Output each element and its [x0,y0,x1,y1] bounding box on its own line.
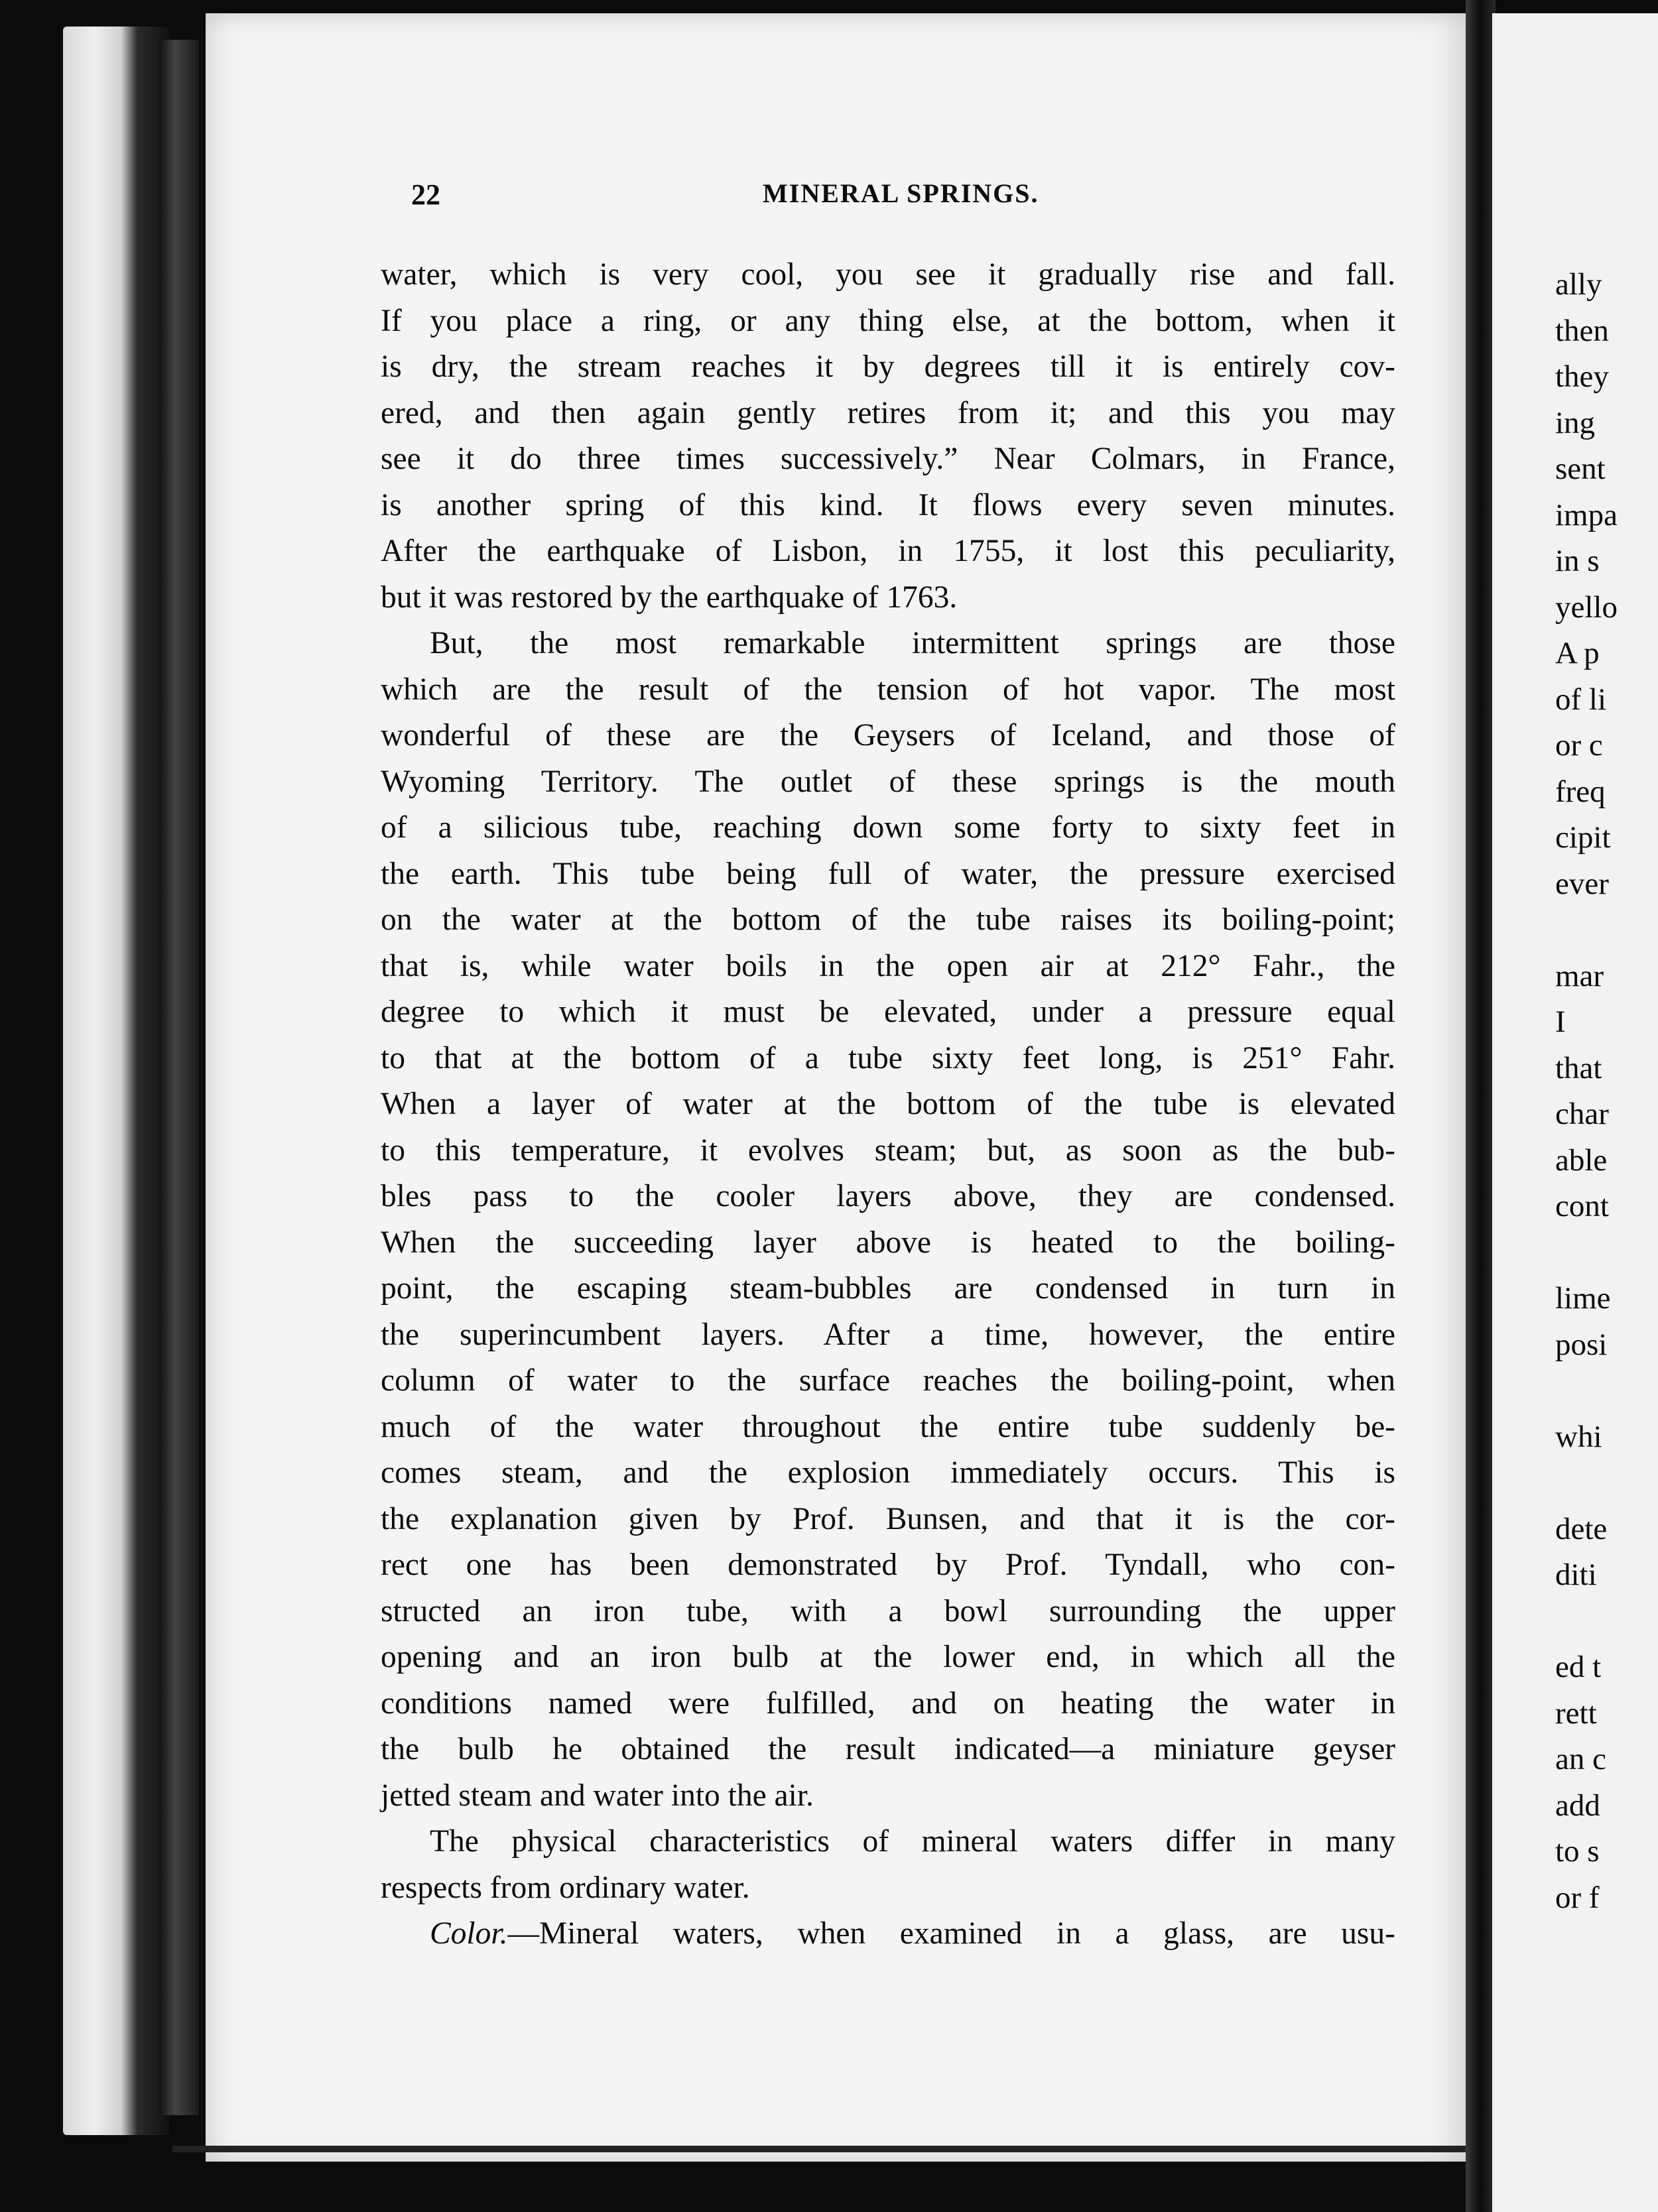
text-line: the explanation given by Prof. Bunsen, and that it is the cor- [381,1501,1395,1536]
facing-page-line [1555,1460,1658,1506]
text-line: But, the most remarkable intermittent springs are those [430,626,1395,660]
facing-page-line: yello [1555,589,1618,625]
facing-page-line: an c [1555,1742,1606,1776]
text-line: much of the water throughout the entire tube suddenly be- [381,1409,1395,1444]
facing-page-line [1555,1368,1658,1414]
facing-page-line: dete [1555,1511,1608,1546]
text-line: bles pass to the cooler layers above, they are condensed. [381,1179,1395,1213]
facing-page-line: I [1555,1005,1566,1039]
book-spine-shadow [159,40,199,2115]
text-line [381,1911,1395,1957]
text-line: water, which is very cool, you see it gradually rise and fall. [381,257,1395,292]
paragraph [381,621,1395,1819]
text-line: to that at the bottom of a tube sixty feet long, is 251° Fahr. [381,1040,1395,1075]
text-line: degree to which it must be elevated, under a pressure equal [381,995,1395,1029]
text-line: column of water to the surface reaches the boiling-point, when [381,1363,1395,1398]
facing-page-line: diti [1555,1558,1597,1592]
facing-page-line: ed t [1555,1650,1602,1684]
facing-page-line: sent [1555,452,1606,486]
text-line: on the water at the bottom of the tube raises its boiling-point; [381,902,1395,937]
facing-page-line: or f [1555,1880,1600,1915]
text-line: When a layer of water at the bottom of the tube is elevated [381,1087,1395,1121]
running-head [411,178,1393,217]
facing-page-line: they [1555,359,1609,394]
facing-page-line: impa [1555,497,1618,532]
text-line: structed an iron tube, with a bowl surrounding the upper [381,1593,1395,1628]
book-gutter [1466,0,1496,2212]
text-line: wonderful of these are the Geysers of Iceland, and those of [381,718,1395,753]
text-line: If you place a ring, or any thing else, at the bottom, when it [381,303,1395,338]
facing-page-line: rett [1555,1695,1597,1731]
text-line: see it do three times successively.” Near Colmars, in France, [381,442,1395,476]
paragraph [381,252,1395,621]
facing-page-line: freq [1555,774,1606,809]
text-line: the superincumbent layers. After a time, however, the entire [381,1317,1395,1352]
running-title: MINERAL SPRINGS. [763,178,1039,208]
page-bottom-edge [172,2146,1472,2152]
facing-page-line: in s [1555,544,1600,578]
text-line: the bulb he obtained the result indicated—a miniature geyser [381,1732,1395,1766]
facing-page-line [1555,1599,1658,1645]
facing-page-line: to s [1555,1834,1600,1869]
facing-page-line: lime [1555,1281,1611,1316]
text-line: point, the escaping steam-bubbles are condensed in turn in [381,1271,1395,1306]
body-text [381,252,1395,1957]
book-fore-edge [63,27,169,2135]
text-line: is another spring of this kind. It flows every seven minutes. [381,487,1395,522]
text-line: When the succeeding layer above is heated to the boiling- [381,1225,1395,1260]
text-line: respects from ordinary water. [381,1870,750,1905]
text-line: rect one has been demonstrated by Prof. Tyndall, who con- [381,1548,1395,1582]
text-line: Wyoming Territory. The outlet of these springs is the mouth [381,764,1395,799]
facing-page-line: ever [1555,866,1609,901]
text-line: jetted steam and water into the air. [381,1778,814,1813]
text-line: that is, while water boils in the open air at 212° Fahr., the [381,948,1395,983]
text-line: but it was restored by the earthquake of 1763. [381,580,958,615]
section-heading-color: Color. [430,1916,508,1951]
facing-page-line: add [1555,1788,1600,1823]
text-line: The physical characteristics of mineral waters differ in many [430,1824,1395,1859]
page-number: 22 [411,178,440,211]
facing-page-line: or c [1555,728,1603,763]
facing-page-line: whi [1555,1419,1602,1454]
text-line: opening and an iron bulb at the lower end, in which all the [381,1640,1395,1674]
facing-page-line: char [1555,1097,1609,1131]
facing-page-line: that [1555,1050,1602,1085]
facing-page-line: mar [1555,958,1604,993]
facing-page-line [1555,1230,1658,1276]
text-line: conditions named were fulfilled, and on heating the water in [381,1686,1395,1721]
text-line: the earth. This tube being full of water, the pressure exercised [381,856,1395,891]
facing-page-line [1555,907,1658,953]
facing-page-line: cont [1555,1189,1609,1223]
text-line: to this temperature, it evolves steam; but, as soon as the bub- [381,1133,1395,1168]
text-line: ered, and then again gently retires from it; and this you may [381,395,1395,430]
facing-page-line: A p [1555,636,1600,670]
text-line: After the earthquake of Lisbon, in 1755, it lost this peculiarity, [381,534,1395,568]
paragraph-color [381,1911,1395,1957]
facing-page-line: of li [1555,682,1607,717]
text-line: which are the result of the tension of hot vapor. The most [381,672,1395,707]
facing-page-line: ing [1555,405,1596,440]
text-line: is dry, the stream reaches it by degrees till it is entirely cov- [381,349,1395,384]
facing-page-line: ally [1555,267,1602,302]
facing-page-text [1555,262,1658,1921]
text-line: of a silicious tube, reaching down some forty to sixty feet in [381,810,1395,845]
paragraph [381,1819,1395,1911]
facing-page-line: then [1555,313,1609,348]
color-para-text: —Mineral waters, when examined in a glass, are usu- [507,1916,1395,1951]
text-line: comes steam, and the explosion immediately occurs. This is [381,1455,1395,1490]
facing-page-line: able [1555,1142,1608,1178]
facing-page-line: posi [1555,1327,1608,1362]
facing-page-line: cipit [1555,820,1611,855]
